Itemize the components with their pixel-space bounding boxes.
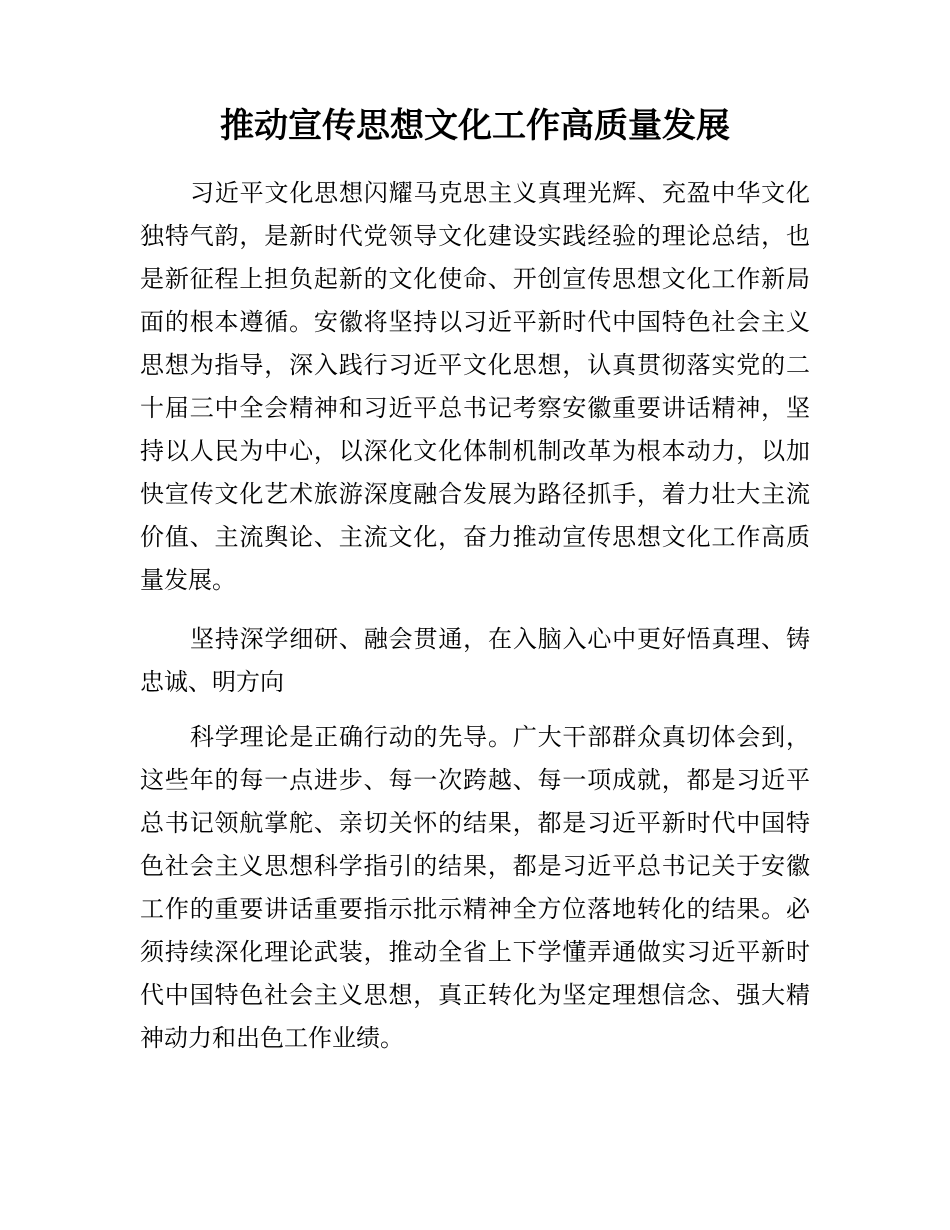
text-line: 思想为指导，深入践行习近平文化思想，认真贯彻落实党的二 bbox=[140, 352, 810, 379]
paragraph-theory bbox=[140, 716, 810, 1060]
text-line: 坚持深学细研、融会贯通，在入脑入心中更好悟真理、铸 bbox=[190, 626, 810, 653]
text-line: 面的根本遵循。安徽将坚持以习近平新时代中国特色社会主义 bbox=[140, 309, 810, 336]
text-line: 工作的重要讲话重要指示批示精神全方位落地转化的结果。必 bbox=[140, 896, 810, 923]
paragraph-intro bbox=[140, 172, 810, 602]
text-line: 价值、主流舆论、主流文化，奋力推动宣传思想文化工作高质 bbox=[140, 524, 810, 551]
text-line: 快宣传文化艺术旅游深度融合发展为路径抓手，着力壮大主流 bbox=[140, 481, 810, 508]
text-line: 独特气韵，是新时代党领导文化建设实践经验的理论总结，也 bbox=[140, 223, 810, 250]
paragraph-subheading bbox=[140, 618, 810, 704]
text-line: 十届三中全会精神和习近平总书记考察安徽重要讲话精神，坚 bbox=[140, 395, 810, 422]
text-line: 科学理论是正确行动的先导。广大干部群众真切体会到， bbox=[190, 724, 810, 751]
text-line: 这些年的每一点进步、每一次跨越、每一项成就，都是习近平 bbox=[140, 767, 810, 794]
text-line: 持以人民为中心，以深化文化体制机制改革为根本动力，以加 bbox=[140, 438, 810, 465]
text-line: 习近平文化思想闪耀马克思主义真理光辉、充盈中华文化 bbox=[190, 180, 810, 207]
text-line: 是新征程上担负起新的文化使命、开创宣传思想文化工作新局 bbox=[140, 266, 810, 293]
text-line: 色社会主义思想科学指引的结果，都是习近平总书记关于安徽 bbox=[140, 853, 810, 880]
text-line: 须持续深化理论武装，推动全省上下学懂弄通做实习近平新时 bbox=[140, 939, 810, 966]
text-line: 量发展。 bbox=[140, 567, 236, 594]
text-line: 代中国特色社会主义思想，真正转化为坚定理想信念、强大精 bbox=[140, 982, 810, 1009]
text-line: 忠诚、明方向 bbox=[140, 669, 284, 696]
text-line: 总书记领航掌舵、亲切关怀的结果，都是习近平新时代中国特 bbox=[140, 810, 810, 837]
text-line: 神动力和出色工作业绩。 bbox=[140, 1025, 404, 1052]
document-title: 推动宣传思想文化工作高质量发展 bbox=[220, 107, 730, 145]
